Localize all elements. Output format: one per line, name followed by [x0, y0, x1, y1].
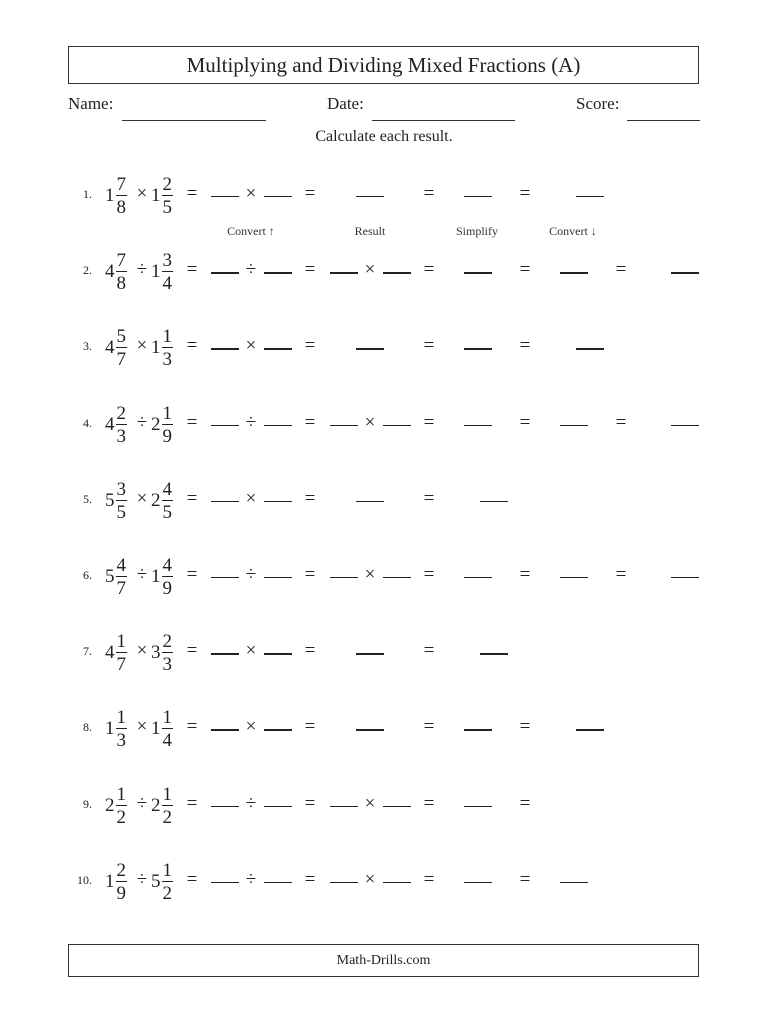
equals-sign: =: [186, 792, 198, 814]
answer-blank[interactable]: [264, 272, 292, 274]
answer-blank[interactable]: [576, 348, 604, 350]
answer-blank[interactable]: [211, 348, 239, 350]
answer-blank[interactable]: [464, 729, 492, 731]
answer-blank[interactable]: [211, 272, 239, 274]
equals-sign: =: [615, 259, 627, 281]
score-label: Score:: [576, 94, 620, 113]
answer-blank[interactable]: [330, 272, 358, 274]
operator: ×: [136, 716, 148, 738]
problem-number: 3.: [83, 339, 92, 354]
whole-number: 2: [151, 413, 161, 435]
numerator: 2: [162, 174, 172, 195]
denominator: 2: [162, 882, 172, 904]
answer-blank[interactable]: [264, 806, 292, 807]
mixed-number-a: [105, 699, 127, 759]
operator: ×: [364, 564, 376, 585]
problem-row: [0, 318, 768, 378]
problem-row: [0, 623, 768, 683]
answer-blank[interactable]: [560, 577, 588, 578]
equals-sign: =: [304, 259, 316, 281]
answer-blank[interactable]: [671, 272, 699, 274]
answer-blank[interactable]: [264, 196, 292, 197]
mixed-number-a: [105, 166, 127, 226]
numerator: 3: [162, 250, 172, 272]
operator: ×: [136, 487, 148, 509]
whole-number: 4: [105, 337, 115, 359]
fraction: [116, 556, 128, 598]
footer: Math-Drills.com: [68, 944, 699, 977]
equals-sign: =: [423, 716, 435, 738]
mixed-number-a: [105, 547, 127, 607]
answer-blank[interactable]: [211, 806, 239, 807]
whole-number: 5: [151, 870, 161, 892]
mixed-number-b: [151, 471, 173, 531]
whole-number: 3: [151, 642, 161, 664]
equals-sign: =: [186, 183, 198, 204]
equals-sign: =: [186, 640, 198, 662]
equals-sign: =: [519, 411, 531, 433]
name-line[interactable]: [122, 120, 266, 121]
fraction: [162, 175, 174, 217]
equals-sign: =: [304, 335, 316, 357]
fraction: [162, 251, 174, 293]
answer-blank[interactable]: [576, 729, 604, 731]
denominator: 5: [162, 197, 172, 218]
hint-convert-up: Convert ↑: [227, 224, 275, 238]
answer-blank[interactable]: [264, 425, 292, 426]
answer-blank[interactable]: [211, 653, 239, 655]
mixed-number-a: [105, 471, 127, 531]
denominator: 7: [116, 654, 126, 676]
problem-number: 2.: [83, 263, 92, 278]
denominator: 7: [116, 349, 126, 371]
numerator: 1: [162, 326, 172, 348]
answer-blank[interactable]: [264, 348, 292, 350]
answer-blank[interactable]: [330, 425, 358, 426]
fraction: [116, 480, 128, 522]
whole-number: 1: [105, 185, 115, 206]
operator: ×: [245, 716, 257, 738]
equals-sign: =: [186, 259, 198, 281]
problem-row: [0, 242, 768, 302]
equals-sign: =: [519, 792, 531, 814]
date-label: Date:: [327, 94, 364, 113]
answer-blank[interactable]: [464, 425, 492, 426]
operator: ÷: [245, 868, 257, 890]
answer-blank[interactable]: [383, 577, 411, 578]
worksheet-title: Multiplying and Dividing Mixed Fractions (A): [68, 46, 699, 84]
answer-blank[interactable]: [264, 501, 292, 502]
operator: ÷: [136, 792, 148, 814]
operator: ×: [364, 259, 376, 281]
whole-number: 2: [105, 794, 115, 816]
answer-blank[interactable]: [211, 196, 239, 197]
mixed-number-b: [151, 166, 173, 226]
problem-row: [0, 471, 768, 531]
fraction: [162, 327, 174, 369]
numerator: 7: [116, 250, 126, 272]
equals-sign: =: [423, 564, 435, 585]
operator: ×: [364, 792, 376, 814]
fraction: [162, 556, 174, 598]
answer-blank[interactable]: [383, 882, 411, 883]
problem-number: 9.: [83, 796, 92, 811]
problem-number: 4.: [83, 415, 92, 430]
whole-number: 1: [151, 718, 161, 740]
date-line[interactable]: [372, 120, 515, 121]
answer-blank[interactable]: [464, 577, 492, 578]
operator: ÷: [136, 411, 148, 433]
denominator: 2: [162, 806, 172, 828]
answer-blank[interactable]: [330, 882, 358, 883]
numerator: 2: [116, 859, 126, 881]
fraction: [116, 175, 128, 217]
mixed-number-b: [151, 242, 173, 302]
problem-number: 5.: [83, 491, 92, 506]
denominator: 3: [162, 654, 172, 676]
problem-row: [0, 776, 768, 836]
operator: ÷: [136, 259, 148, 281]
answer-blank[interactable]: [211, 425, 239, 426]
numerator: 5: [116, 326, 126, 348]
mixed-number-a: [105, 242, 127, 302]
operator: ÷: [245, 411, 257, 433]
answer-blank[interactable]: [330, 806, 358, 807]
numerator: 2: [116, 402, 126, 424]
numerator: 3: [116, 478, 126, 500]
fraction: [162, 785, 174, 827]
denominator: 4: [162, 273, 172, 295]
numerator: 7: [116, 174, 126, 195]
denominator: 9: [116, 882, 126, 904]
equals-sign: =: [304, 487, 316, 509]
answer-blank[interactable]: [671, 425, 699, 426]
answer-blank[interactable]: [464, 196, 492, 197]
fraction: [162, 632, 174, 674]
fraction: [162, 404, 174, 446]
mixed-number-b: [151, 623, 173, 683]
problem-row: [0, 395, 768, 455]
operator: ×: [364, 868, 376, 890]
denominator: 3: [116, 730, 126, 752]
fraction: [162, 861, 174, 903]
equals-sign: =: [304, 411, 316, 433]
operator: ÷: [136, 868, 148, 890]
mixed-number-b: [151, 547, 173, 607]
answer-blank[interactable]: [211, 882, 239, 883]
answer-blank[interactable]: [356, 501, 384, 502]
equals-sign: =: [186, 487, 198, 509]
operator: ÷: [245, 564, 257, 585]
problem-number: 10.: [77, 872, 92, 887]
mixed-number-a: [105, 318, 127, 378]
equals-sign: =: [423, 487, 435, 509]
answer-blank[interactable]: [383, 272, 411, 274]
answer-blank[interactable]: [480, 653, 508, 655]
whole-number: 2: [151, 794, 161, 816]
problem-row: [0, 547, 768, 607]
hint-convert-down: Convert ↓: [549, 224, 597, 238]
numerator: 4: [116, 555, 126, 576]
answer-blank[interactable]: [560, 272, 588, 274]
equals-sign: =: [186, 716, 198, 738]
fraction: [116, 708, 128, 750]
operator: ÷: [245, 792, 257, 814]
numerator: 4: [162, 555, 172, 576]
answer-blank[interactable]: [211, 501, 239, 502]
equals-sign: =: [423, 868, 435, 890]
equals-sign: =: [423, 640, 435, 662]
mixed-number-a: [105, 852, 127, 912]
mixed-number-b: [151, 852, 173, 912]
whole-number: 1: [105, 870, 115, 892]
denominator: 8: [116, 273, 126, 295]
instructions: Calculate each result.: [315, 128, 453, 145]
mixed-number-a: [105, 776, 127, 836]
equals-sign: =: [519, 335, 531, 357]
equals-sign: =: [423, 183, 435, 204]
mixed-number-b: [151, 318, 173, 378]
answer-blank[interactable]: [211, 577, 239, 578]
equals-sign: =: [519, 564, 531, 585]
answer-blank[interactable]: [560, 882, 588, 883]
equals-sign: =: [186, 868, 198, 890]
problem-row: [0, 699, 768, 759]
operator: ×: [245, 487, 257, 509]
answer-blank[interactable]: [356, 196, 384, 197]
whole-number: 2: [151, 489, 161, 511]
numerator: 1: [162, 859, 172, 881]
answer-blank[interactable]: [560, 425, 588, 426]
fraction: [162, 708, 174, 750]
fraction: [116, 404, 128, 446]
answer-blank[interactable]: [356, 653, 384, 655]
operator: ×: [245, 640, 257, 662]
denominator: 5: [162, 501, 172, 523]
denominator: 4: [162, 730, 172, 752]
fraction: [162, 480, 174, 522]
denominator: 9: [162, 578, 172, 599]
answer-blank[interactable]: [356, 729, 384, 731]
answer-blank[interactable]: [464, 882, 492, 883]
denominator: 5: [116, 501, 126, 523]
denominator: 3: [116, 425, 126, 447]
problem-row: [0, 166, 768, 226]
hint-simplify: Simplify: [455, 224, 499, 238]
answer-blank[interactable]: [464, 806, 492, 807]
equals-sign: =: [615, 564, 627, 585]
equals-sign: =: [423, 259, 435, 281]
operator: ×: [136, 640, 148, 662]
problem-number: 7.: [83, 644, 92, 659]
fraction: [116, 632, 128, 674]
equals-sign: =: [519, 183, 531, 204]
fraction: [116, 327, 128, 369]
hint-result: Result: [354, 224, 386, 238]
denominator: 3: [162, 349, 172, 371]
whole-number: 4: [105, 261, 115, 283]
answer-blank[interactable]: [671, 577, 699, 578]
numerator: 1: [162, 402, 172, 424]
equals-sign: =: [304, 792, 316, 814]
score-line[interactable]: [627, 120, 700, 121]
operator: ÷: [245, 259, 257, 281]
denominator: 9: [162, 425, 172, 447]
equals-sign: =: [423, 792, 435, 814]
whole-number: 1: [151, 566, 161, 587]
operator: ×: [136, 335, 148, 357]
equals-sign: =: [423, 335, 435, 357]
answer-blank[interactable]: [264, 653, 292, 655]
equals-sign: =: [519, 716, 531, 738]
answer-blank[interactable]: [464, 272, 492, 274]
answer-blank[interactable]: [264, 882, 292, 883]
problem-number: 1.: [83, 187, 92, 201]
problem-number: 8.: [83, 720, 92, 735]
equals-sign: =: [186, 564, 198, 585]
whole-number: 1: [151, 185, 161, 206]
equals-sign: =: [186, 411, 198, 433]
equals-sign: =: [423, 411, 435, 433]
answer-blank[interactable]: [576, 196, 604, 197]
operator: ×: [245, 335, 257, 357]
answer-blank[interactable]: [264, 577, 292, 578]
equals-sign: =: [519, 868, 531, 890]
mixed-number-b: [151, 395, 173, 455]
denominator: 2: [116, 806, 126, 828]
mixed-number-b: [151, 699, 173, 759]
numerator: 1: [116, 783, 126, 805]
operator: ×: [364, 411, 376, 433]
whole-number: 5: [105, 489, 115, 511]
whole-number: 5: [105, 566, 115, 587]
whole-number: 1: [151, 337, 161, 359]
problem-row: [0, 852, 768, 912]
equals-sign: =: [615, 411, 627, 433]
numerator: 1: [162, 783, 172, 805]
numerator: 1: [116, 707, 126, 729]
name-label: Name:: [68, 94, 114, 113]
whole-number: 1: [105, 718, 115, 740]
numerator: 4: [162, 478, 172, 500]
mixed-number-a: [105, 395, 127, 455]
fraction: [116, 251, 128, 293]
whole-number: 1: [151, 261, 161, 283]
numerator: 1: [162, 707, 172, 729]
answer-blank[interactable]: [264, 729, 292, 731]
numerator: 2: [162, 631, 172, 653]
equals-sign: =: [304, 564, 316, 585]
answer-blank[interactable]: [211, 729, 239, 731]
answer-blank[interactable]: [356, 348, 384, 350]
whole-number: 4: [105, 413, 115, 435]
numerator: 1: [116, 631, 126, 653]
equals-sign: =: [304, 183, 316, 204]
answer-blank[interactable]: [383, 425, 411, 426]
answer-blank[interactable]: [464, 348, 492, 350]
equals-sign: =: [519, 259, 531, 281]
mixed-number-b: [151, 776, 173, 836]
answer-blank[interactable]: [480, 501, 508, 502]
problem-number: 6.: [83, 568, 92, 582]
equals-sign: =: [186, 335, 198, 357]
equals-sign: =: [304, 868, 316, 890]
operator: ×: [136, 183, 148, 204]
mixed-number-a: [105, 623, 127, 683]
equals-sign: =: [304, 640, 316, 662]
fraction: [116, 861, 128, 903]
answer-blank[interactable]: [383, 806, 411, 807]
denominator: 7: [116, 578, 126, 599]
answer-blank[interactable]: [330, 577, 358, 578]
denominator: 8: [116, 197, 126, 218]
equals-sign: =: [304, 716, 316, 738]
operator: ×: [245, 183, 257, 204]
operator: ÷: [136, 564, 148, 585]
fraction: [116, 785, 128, 827]
whole-number: 4: [105, 642, 115, 664]
